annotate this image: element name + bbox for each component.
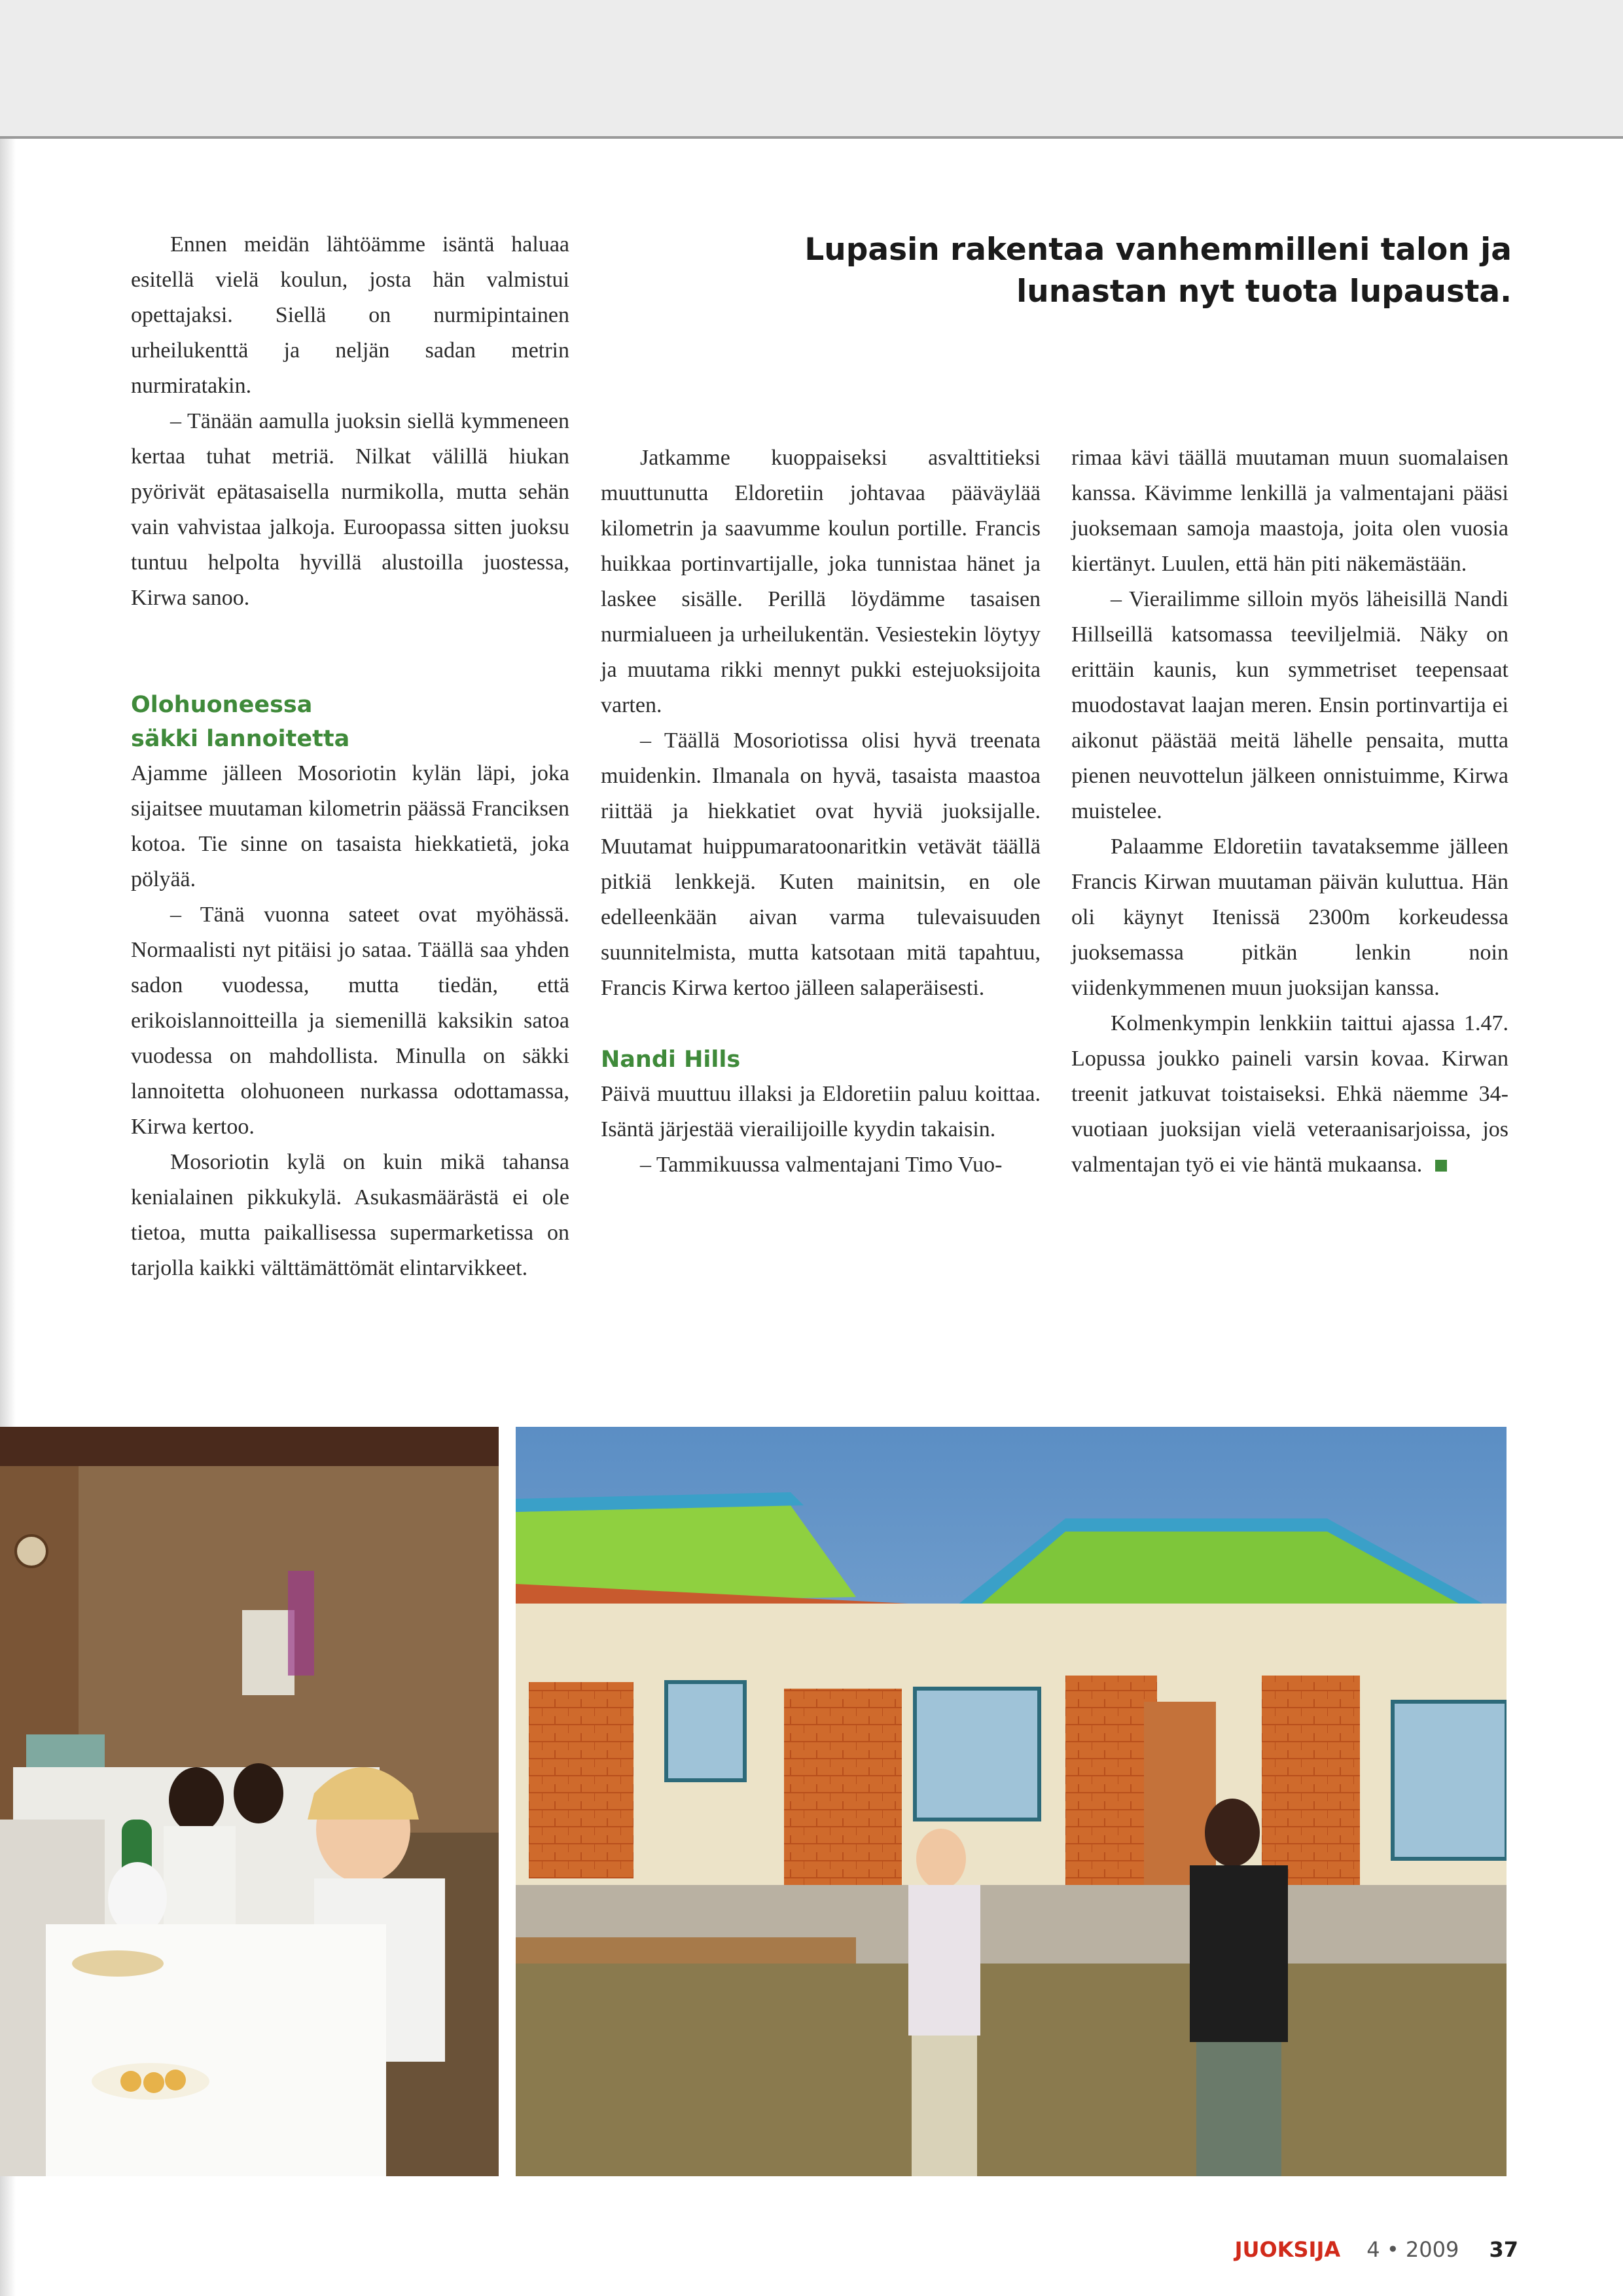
paragraph: Jatkamme kuoppaiseksi asvalttitieksi muuttunutta Eldoretiin johtavaa pääväylää kilometrin ja saavumme koulun portille. Francis huikkaa portinvartijalle, joka tunnistaa hänet ja laskee sisälle. Perillä löydämme tasaisen nurmialueen ja urheilukentän. Vesiestekin löytyy ja muutama rikki mennyt pukki estejuoksijoita varten.: [601, 446, 1041, 717]
pull-quote: Lupasin rakentaa vanhemmilleni talon ja lunastan nyt tuota lupausta.: [804, 232, 1512, 310]
paragraph: Mosoriotin kylä on kuin mikä tahansa kenialainen pikkukylä. Asukasmäärästä ei ole tietoa, mutta paikallisessa supermarketissa on tarjolla kaikki välttämättömät elintarvikkeet.: [131, 1150, 569, 1280]
paragraph: – Tänään aamulla juoksin siellä kymmeneen kertaa tuhat metriä. Nilkat välillä hiukan pyörivät epätasaisella nurmikolla, mutta sehän vain vahvistaa jalkoja. Euroopassa sitten juoksu tuntuu helpolta hyvillä alustoilla juostessa, Kirwa sanoo.: [131, 409, 569, 610]
page-number: 37: [1489, 2237, 1518, 2262]
subheading-line: Olohuoneessa: [131, 692, 313, 718]
article-column-2: [601, 440, 1041, 1183]
page-edge-line: [0, 136, 1623, 139]
end-of-article-mark: [1435, 1160, 1447, 1172]
photo-new-house: [516, 1427, 1507, 2176]
magazine-name: JUOKSIJA: [1234, 2237, 1341, 2262]
paragraph: – Vierailimme silloin myös läheisillä Nandi Hillseillä katsomassa teeviljelmiä. Näky on erittäin kaunis, kun symmetriset teepensaat muodostavat laajan meren. Ensin portinvartija ei aikonut päästää meitä lähelle pensaita, mutta pienen neuvottelun jälkeen onnistuimme, Kirwa muistelee.: [1071, 587, 1508, 823]
article-column-3: [1071, 440, 1508, 1183]
paragraph: Palaamme Eldoretiin tavataksemme jälleen Francis Kirwan muutaman päivän kuluttua. Hän oli käynyt Itenissä 2300m korkeudessa juoksemassa pitkän lenkin noin viidenkymmenen muun juoksijan kanssa.: [1071, 834, 1508, 1000]
subheading: Nandi Hills: [601, 1047, 741, 1073]
paragraph: Ennen meidän lähtöämme isäntä haluaa esitellä vielä koulun, josta hän valmistui opettajaksi. Siellä on nurmipintainen urheilukenttä ja neljän sadan metrin nurmiratakin.: [131, 232, 569, 398]
subheading-line: säkki lannoitetta: [131, 726, 350, 752]
issue-number: 4 • 2009: [1366, 2237, 1459, 2262]
photo-living-room: [0, 1427, 499, 2176]
article-column-1: [131, 227, 569, 1286]
paragraph: – Tammikuussa valmentajani Timo Vuo-: [640, 1153, 1003, 1177]
paragraph: Ajamme jälleen Mosoriotin kylän läpi, joka sijaitsee muutaman kilometrin päässä Franciksen kotoa. Tie sinne on tasaista hiekkatietä, joka pölyää.: [131, 761, 569, 891]
paragraph: – Tänä vuonna sateet ovat myöhässä. Normaalisti nyt pitäisi jo sataa. Täällä saa yhden sadon vuodessa, mutta tiedän, että erikoislannoitteilla ja siemenillä kaksikin satoa vuodessa on mahdollista. Minulla on säkki lannoitetta olohuoneen nurkassa odottamassa, Kirwa kertoo.: [131, 903, 569, 1139]
paragraph: Päivä muuttuu illaksi ja Eldoretiin paluu koittaa. Isäntä järjestää vierailijoille kyydin takaisin.: [601, 1082, 1041, 1141]
paragraph: – Täällä Mosoriotissa olisi hyvä treenata muidenkin. Ilmanala on hyvä, tasaista maastoa riittää ja hiekkatiet ovat hyviä juoksijalle. Muutamat huippumaratoonaritkin vetävät täällä pitkiä lenkkejä. Kuten mainitsin, en ole edelleenkään aivan varma tulevaisuuden suunnitelmista, mutta katsotaan mitä tapahtuu, Francis Kirwa kertoo jälleen salaperäisesti.: [601, 728, 1041, 1000]
paragraph-text: Kolmenkympin lenkkiin taittui ajassa 1.47. Lopussa joukko paineli varsin kovaa. Kirwan treenit jatkuvat toistaiseksi. Ehkä näemme 34-vuotiaan juoksijan vielä veteraanisarjoissa, jos valmentajan työ ei vie häntä mukaansa.: [1071, 1011, 1508, 1177]
photo-living-room-image: [0, 1427, 499, 2176]
paragraph: rimaa kävi täällä muutaman muun suomalaisen kanssa. Kävimme lenkillä ja valmentajani pääsi juoksemaan samoja maastoja, joita olen vuosia kiertänyt. Luulen, että hän piti näkemästään.: [1071, 446, 1508, 576]
page-footer: [1113, 2237, 1518, 2262]
paragraph: [1071, 1006, 1508, 1183]
scan-top-margin: [0, 0, 1623, 139]
photo-new-house-image: [516, 1427, 1507, 2176]
